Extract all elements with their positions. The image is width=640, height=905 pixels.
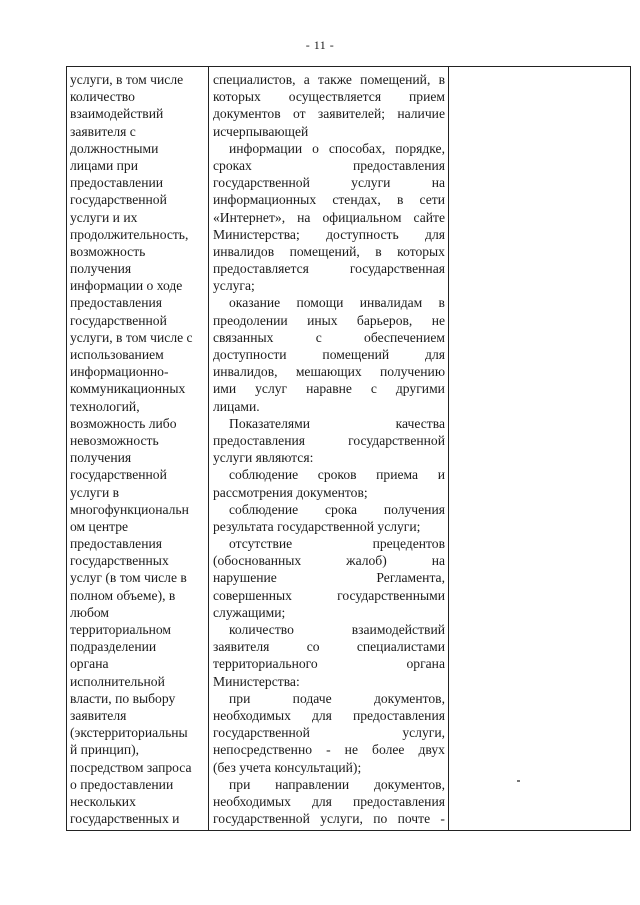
word: осуществляется	[288, 89, 382, 105]
word: необходимых	[213, 707, 291, 723]
word: порядке,	[395, 140, 445, 156]
description-text-line	[213, 501, 445, 518]
word: сети	[419, 192, 445, 208]
criteria-text-line: получения	[70, 450, 132, 466]
description-text-line	[213, 174, 445, 191]
criteria-text-line: многофункциональн	[70, 501, 189, 517]
word: жалоб)	[346, 553, 387, 569]
word: помещений,	[360, 72, 431, 87]
description-text-line	[213, 587, 445, 604]
word: помещений	[322, 347, 390, 362]
word: услуги;	[377, 518, 421, 534]
word: государственной	[213, 811, 310, 827]
word: о	[312, 140, 319, 156]
word: качества	[395, 415, 445, 431]
word: (обоснованных	[213, 553, 302, 569]
criteria-text-line: должностными	[70, 140, 159, 156]
word: услуга;	[213, 278, 255, 294]
criteria-text-line: органа	[70, 656, 109, 672]
word: для	[311, 707, 332, 723]
word: с	[370, 381, 377, 397]
word: обеспечением	[364, 329, 445, 345]
description-text-line	[213, 191, 445, 208]
description-text-line	[213, 105, 445, 122]
word: исчерпывающей	[213, 123, 309, 139]
table-column-empty	[449, 67, 630, 830]
word: в	[396, 192, 404, 208]
description-text-line	[213, 449, 445, 466]
word: направлении	[275, 776, 350, 792]
criteria-text-line: возможность	[70, 243, 146, 259]
criteria-text-line: предоставления	[70, 295, 163, 311]
description-text-line	[213, 157, 445, 174]
word: которых	[213, 89, 261, 105]
description-text-line	[213, 294, 445, 311]
word: услуги	[351, 175, 391, 191]
criteria-text-line: использованием	[70, 347, 164, 362]
criteria-text-line: технологий,	[70, 398, 140, 414]
word: количество	[229, 622, 294, 637]
description-text-line	[213, 690, 445, 707]
description-text-line	[213, 209, 445, 226]
word: стендах,	[332, 192, 381, 208]
word: наличие	[397, 106, 445, 122]
word: информационных	[213, 192, 317, 208]
criteria-text-line: нескольких	[70, 793, 136, 809]
description-text-line	[213, 776, 445, 793]
word: по	[373, 811, 388, 827]
word: информации	[229, 140, 303, 156]
word: Показателями	[229, 415, 310, 431]
criteria-text-line: взаимодействий	[70, 106, 164, 122]
word: для	[311, 793, 332, 809]
description-text-line	[213, 724, 445, 741]
description-text-line	[213, 552, 445, 569]
word: не	[344, 742, 358, 758]
word: и	[437, 467, 445, 483]
criteria-text-line: продолжительность,	[70, 226, 189, 242]
word: барьеров,	[356, 312, 413, 328]
description-text-line	[213, 226, 445, 243]
word: соблюдение	[229, 467, 299, 483]
criteria-text-line: (экстерриториальны	[70, 725, 188, 741]
word: государственной	[277, 518, 374, 534]
word: официальном	[322, 209, 402, 225]
description-text-line	[213, 759, 445, 776]
word: при	[229, 690, 251, 706]
word: инвалидов	[213, 243, 275, 259]
word: мешающих	[295, 364, 362, 380]
criteria-text-line: получения	[70, 261, 132, 277]
word: предоставления	[352, 793, 445, 809]
word: получению	[379, 364, 445, 380]
criteria-text-line: о предоставлении	[70, 776, 174, 792]
description-text-line	[213, 466, 445, 483]
description-text-line	[213, 741, 445, 758]
description-text-line	[213, 380, 445, 397]
word: на	[431, 175, 445, 191]
word: в	[438, 295, 445, 311]
description-text-line	[213, 363, 445, 380]
word: наравне	[306, 381, 352, 397]
word: для	[425, 226, 445, 242]
table-column-criteria	[67, 67, 209, 830]
word: ими	[213, 381, 237, 397]
description-text-line	[213, 415, 445, 432]
word: сайте	[413, 209, 445, 225]
criteria-text-line: власти, по выбору	[70, 690, 176, 706]
criteria-text-line: коммуникационных	[70, 381, 186, 397]
description-text-line	[213, 123, 445, 140]
word: в	[438, 72, 445, 87]
word: преодолении	[213, 312, 288, 328]
word: соблюдение	[229, 501, 299, 517]
criteria-text-line: информационно-	[70, 364, 169, 380]
word: также	[317, 72, 352, 87]
description-text-line	[213, 638, 445, 655]
word: непосредственно	[213, 742, 313, 758]
word: способах,	[328, 140, 386, 156]
word: со	[306, 639, 320, 655]
word: помощи	[296, 295, 344, 311]
word: с	[315, 329, 322, 345]
word: прецедентов	[372, 536, 445, 552]
description-text-line	[213, 655, 445, 672]
word: результата	[213, 518, 274, 534]
word: специалистами	[356, 639, 445, 655]
criteria-text-line: й принцип),	[70, 742, 140, 758]
criteria-text-line: посредством запроса	[70, 759, 192, 775]
word: а	[303, 72, 310, 87]
word: инвалидов,	[213, 364, 278, 380]
word: документов,	[373, 690, 445, 706]
word: доступности	[213, 347, 287, 362]
word: территориального	[213, 656, 318, 672]
word: «Интернет»,	[213, 209, 286, 225]
table-column-description	[209, 67, 449, 830]
description-text-line	[213, 260, 445, 277]
word: органа	[406, 656, 445, 672]
word: предоставления	[352, 707, 445, 723]
word: в	[375, 243, 382, 259]
criteria-text-line: любом	[70, 604, 109, 620]
word: подаче	[292, 690, 332, 706]
word: рассмотрения	[213, 484, 293, 500]
description-text-line	[213, 312, 445, 329]
criteria-text-line: государственной	[70, 192, 167, 208]
word: -	[326, 742, 331, 758]
word: оказание	[229, 295, 281, 311]
criteria-text-line: количество	[70, 89, 135, 105]
criteria-text-line: лицами при	[70, 157, 138, 173]
criteria-text-line: территориальном	[70, 622, 172, 637]
word: отсутствие	[229, 536, 293, 552]
word: почте	[397, 811, 431, 827]
word: предоставляется	[213, 261, 309, 277]
word: не	[431, 312, 445, 328]
word: государственными	[337, 587, 445, 603]
word: услуги	[213, 450, 253, 466]
word: услуг	[255, 381, 288, 397]
word: на	[297, 209, 311, 225]
word: предоставления	[352, 157, 445, 173]
word: Министерства:	[213, 673, 300, 689]
word: иных	[307, 312, 338, 328]
word: услуги,	[320, 811, 363, 827]
criteria-text-line: услуги в	[70, 484, 120, 500]
criteria-text-line: невозможность	[70, 432, 159, 448]
word: предоставления	[213, 432, 306, 448]
description-text-line	[213, 604, 445, 621]
word: при	[229, 776, 251, 792]
word: являются:	[255, 450, 314, 466]
word: инвалидам	[359, 295, 423, 311]
criteria-text-line: подразделении	[70, 639, 157, 655]
criteria-text-line: возможность либо	[70, 415, 177, 431]
scan-speck	[517, 780, 520, 782]
word: служащими;	[213, 604, 286, 620]
word: документов;	[296, 484, 368, 500]
description-text-line	[213, 329, 445, 346]
criteria-text-line: услуги, в том числе	[70, 72, 184, 87]
word: государственная	[349, 261, 445, 277]
word: Регламента,	[376, 570, 445, 586]
word: другими	[395, 381, 445, 397]
word: специалистов,	[213, 72, 296, 87]
word: услуги,	[402, 725, 445, 741]
criteria-text-line: заявителя	[70, 707, 127, 723]
description-text-line	[213, 88, 445, 105]
word: -	[440, 811, 445, 827]
word: связанных	[213, 329, 274, 345]
description-text-line	[213, 569, 445, 586]
description-text-line	[213, 71, 445, 88]
word: прием	[409, 89, 445, 105]
word: государственной	[213, 725, 310, 741]
page-number: - 11 -	[305, 38, 335, 52]
criteria-text-line: государственных	[70, 553, 169, 569]
word: консультаций);	[274, 759, 362, 775]
word: учета	[239, 759, 272, 775]
word: помещений,	[289, 243, 360, 259]
document-table	[66, 66, 631, 831]
criteria-text-line: исполнительной	[70, 673, 165, 689]
description-text-line	[213, 432, 445, 449]
word: доступность	[326, 226, 399, 242]
criteria-text-line: государственных и	[70, 811, 180, 827]
criteria-text-line: услуг (в том числе в	[70, 570, 187, 586]
word: для	[425, 347, 445, 362]
criteria-text-line: информации о ходе	[70, 278, 183, 294]
description-text-line	[213, 518, 445, 535]
description-text-line	[213, 673, 445, 690]
description-text-line	[213, 398, 445, 415]
word: сроках	[213, 157, 252, 173]
criteria-text-line: предоставления	[70, 536, 163, 552]
word: необходимых	[213, 793, 291, 809]
word: более	[372, 742, 405, 758]
description-text-line	[213, 346, 445, 363]
criteria-text-line: государственной	[70, 312, 167, 328]
word: лицами.	[213, 398, 260, 414]
criteria-text-line: предоставлении	[70, 175, 164, 191]
word: государственной	[213, 175, 310, 191]
word: документов,	[373, 776, 445, 792]
word: взаимодействий	[351, 622, 445, 637]
description-text-line	[213, 707, 445, 724]
description-text-line	[213, 277, 445, 294]
word: заявителей;	[317, 106, 386, 122]
word: двух	[418, 742, 445, 758]
description-text-line	[213, 621, 445, 638]
word: получения	[383, 501, 445, 517]
word: от	[292, 106, 306, 122]
word: документов	[213, 106, 281, 122]
criteria-text-line: полном объеме), в	[70, 587, 176, 603]
word: нарушение	[213, 570, 277, 586]
word: заявителя	[213, 639, 270, 655]
criteria-text-line: услуги, в том числе с	[70, 329, 193, 345]
word: (без	[213, 759, 236, 775]
criteria-text-line: заявителя с	[70, 123, 136, 139]
description-text-line	[213, 484, 445, 501]
description-text-line	[213, 140, 445, 157]
description-text-line	[213, 535, 445, 552]
description-text-line	[213, 243, 445, 260]
word: сроков	[317, 467, 357, 483]
word: совершенных	[213, 587, 292, 603]
description-text-line	[213, 793, 445, 810]
word: приема	[376, 467, 419, 483]
criteria-text-line: государственной	[70, 467, 167, 483]
word: на	[431, 553, 445, 569]
word: которых	[397, 243, 445, 259]
criteria-text-line: ом центре	[70, 518, 129, 534]
word: Министерства;	[213, 226, 300, 242]
description-text-line	[213, 810, 445, 827]
word: государственной	[348, 432, 445, 448]
criteria-text-line: услуги и их	[70, 209, 138, 225]
word: срока	[324, 501, 358, 517]
